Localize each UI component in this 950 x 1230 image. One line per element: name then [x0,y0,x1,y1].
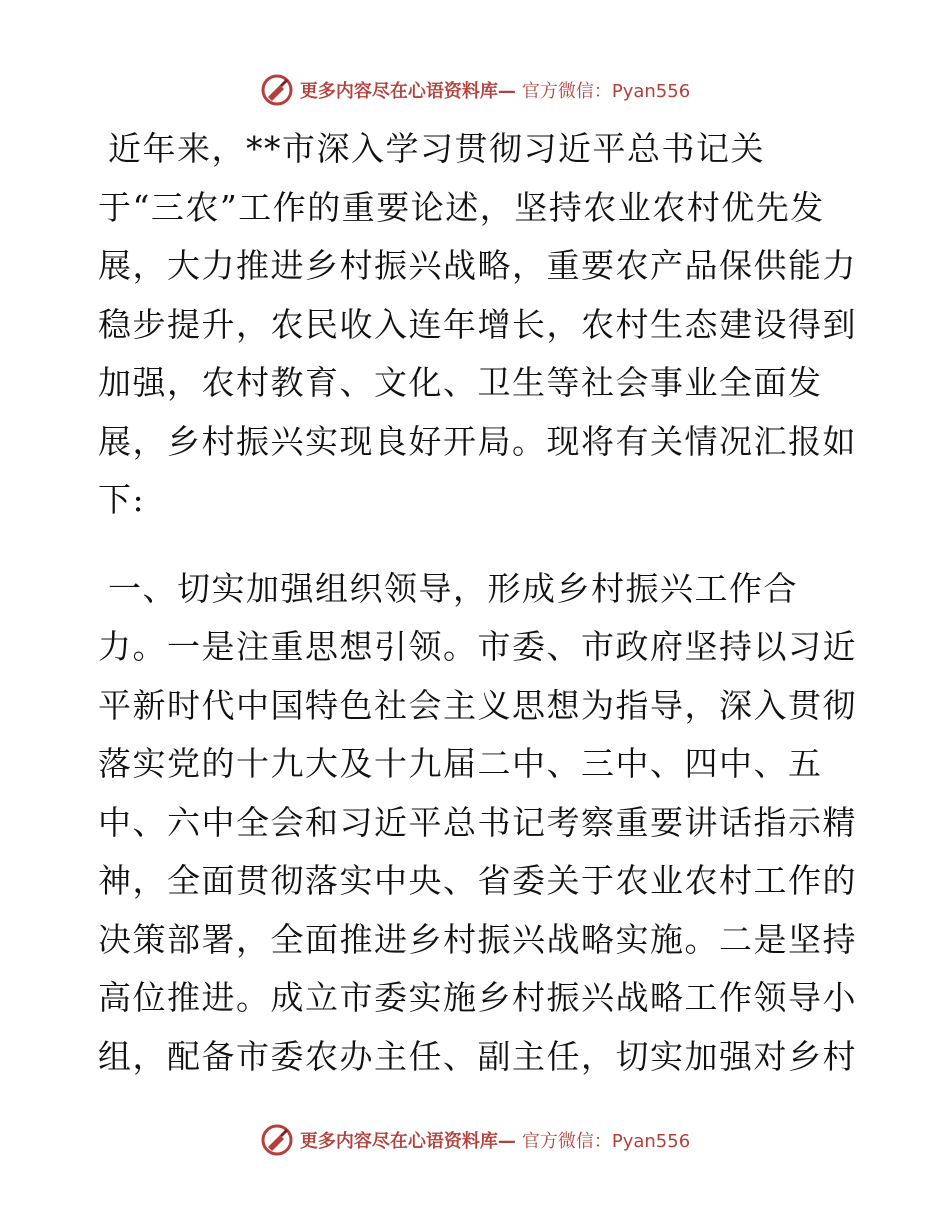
banner-contact-text: 官方微信：Pyan556 [521,1131,691,1152]
text-line: 加强，农村教育、文化、卫生等社会事业全面发 [98,363,823,402]
header-watermark-banner [0,70,950,110]
text-line: 下: [98,480,146,519]
text-line: 一、切实加强组织领导，形成乡村振兴工作合 [108,568,798,608]
text-line: 组，配备市委农办主任、副主任，切实加强对乡村 [98,1036,857,1076]
text-line: 神，全面贯彻落实中央、省委关于农业农村工作的 [98,861,857,900]
text-line: 稳步提升，农民收入连年增长，农村生态建设得到 [98,304,857,344]
text-line: 于“三农”工作的重要论述，坚持农业农村优先发 [98,187,825,227]
text-line: 决策部署，全面推进乡村振兴战略实施。二是坚持 [98,919,857,959]
text-line: 展，乡村振兴实现良好开局。现将有关情况汇报如 [98,421,857,461]
banner-contact-text: 官方微信：Pyan556 [521,81,691,102]
text-line: 高位推进。成立市委实施乡村振兴战略工作领导小 [98,978,857,1017]
footer-watermark-banner [0,1120,950,1160]
text-line: 展，大力推进乡村振兴战略，重要农产品保供能力 [98,246,857,285]
text-line: 近年来，**市深入学习贯彻习近平总书记关 [108,129,765,168]
banner-promo-text: 更多内容尽在心语资料库— [299,81,516,102]
paragraph-section-one [98,560,858,1087]
pen-logo-icon [260,73,294,107]
text-line: 平新时代中国特色社会主义思想为指导，深入贯彻 [98,685,857,725]
text-line: 中、六中全会和习近平总书记考察重要讲话指示精 [98,802,857,842]
banner-promo-text: 更多内容尽在心语资料库— [299,1131,516,1152]
paragraph-intro [98,120,858,530]
document-body [98,120,858,1086]
paragraph-gap [98,530,858,560]
pen-logo-icon [260,1123,294,1157]
text-line: 落实党的十九大及十九届二中、三中、四中、五 [98,744,823,783]
text-line: 力。一是注重思想引领。市委、市政府坚持以习近 [98,627,857,666]
